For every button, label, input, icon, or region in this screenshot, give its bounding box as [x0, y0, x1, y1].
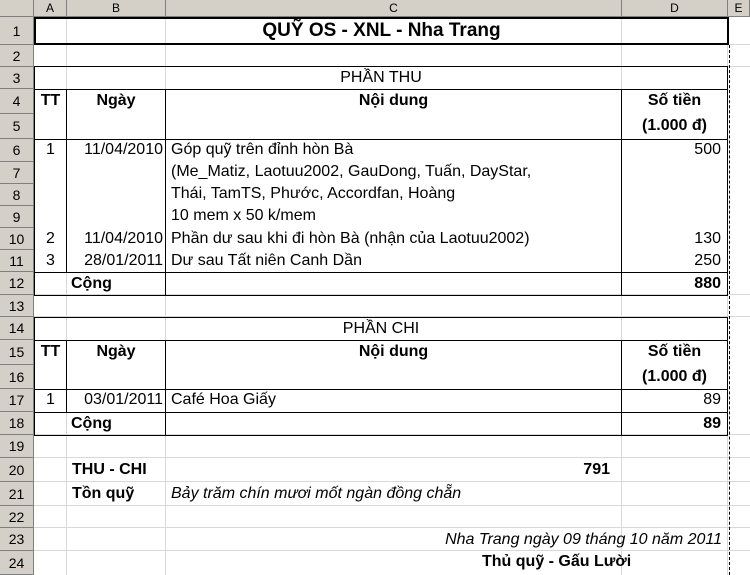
row-header-3[interactable]: 3 — [0, 67, 34, 89]
thu-chi-value[interactable]: 791 — [583, 461, 610, 478]
border — [727, 66, 728, 295]
column-header-c[interactable]: C — [166, 0, 622, 17]
row-header-4[interactable]: 4 — [0, 89, 34, 114]
chi-row1-tt[interactable]: 1 — [46, 391, 55, 408]
header-ngay[interactable]: Ngày — [96, 343, 136, 360]
column-header-b[interactable]: B — [67, 0, 166, 17]
header-tt[interactable]: TT — [40, 92, 61, 109]
header-ngay[interactable]: Ngày — [96, 92, 136, 109]
gridline — [34, 481, 750, 482]
thu-total-amount[interactable]: 880 — [694, 275, 721, 292]
page-break-line — [729, 45, 730, 575]
row-header-15[interactable]: 15 — [0, 340, 34, 365]
ton-quy-text[interactable]: Bảy trăm chín mươi mốt ngàn đồng chẵn — [171, 485, 462, 502]
section-title-chi[interactable]: PHẦN CHI — [342, 320, 420, 337]
row-header-21[interactable]: 21 — [0, 482, 34, 506]
header-noi-dung[interactable]: Nội dung — [358, 92, 429, 109]
row-header-7[interactable]: 7 — [0, 162, 34, 184]
thu-row2-date[interactable]: 11/04/2010 — [84, 230, 163, 247]
thu-chi-label[interactable]: THU - CHI — [72, 461, 147, 478]
gridline — [34, 457, 750, 458]
select-all-corner[interactable] — [0, 0, 34, 17]
row-header-1[interactable]: 1 — [0, 17, 34, 45]
selection-border-right — [727, 17, 729, 45]
row-header-2[interactable]: 2 — [0, 45, 34, 67]
thu-total-label[interactable]: Cộng — [71, 275, 112, 292]
row-header-17[interactable]: 17 — [0, 389, 34, 412]
chi-row1-desc[interactable]: Café Hoa Giấy — [171, 391, 276, 408]
thu-row2-amount[interactable]: 130 — [694, 230, 721, 247]
row-header-10[interactable]: 10 — [0, 228, 34, 250]
gridline — [34, 505, 750, 506]
header-unit[interactable]: (1.000 đ) — [642, 368, 707, 385]
thu-row1-desc-line1[interactable]: Góp quỹ trên đỉnh hòn Bà — [171, 141, 354, 158]
row-header-22[interactable]: 22 — [0, 506, 34, 528]
thu-row1-amount[interactable]: 500 — [694, 141, 721, 158]
signature-date-line[interactable]: Nha Trang ngày 09 tháng 10 năm 2011 — [445, 531, 722, 548]
row-header-12[interactable]: 12 — [0, 272, 34, 295]
border — [34, 435, 728, 436]
selection-border-bottom — [34, 43, 729, 45]
thu-row3-date[interactable]: 28/01/2011 — [84, 252, 163, 269]
header-unit[interactable]: (1.000 đ) — [642, 117, 707, 134]
border — [727, 317, 728, 435]
thu-row1-desc-line4[interactable]: 10 mem x 50 k/mem — [171, 207, 316, 224]
row-header-18[interactable]: 18 — [0, 412, 34, 435]
thu-row3-tt[interactable]: 3 — [46, 252, 55, 269]
gridline — [34, 527, 750, 528]
row-header-24[interactable]: 24 — [0, 551, 34, 575]
header-tt[interactable]: TT — [40, 343, 61, 360]
chi-row1-amount[interactable]: 89 — [703, 391, 721, 408]
ton-quy-label[interactable]: Tồn quỹ — [72, 485, 135, 502]
thu-row3-desc[interactable]: Dư sau Tất niên Canh Dần — [171, 252, 362, 269]
sheet-title[interactable]: QUỸ OS - XNL - Nha Trang — [262, 20, 501, 41]
header-noi-dung[interactable]: Nội dung — [358, 343, 429, 360]
row-header-11[interactable]: 11 — [0, 250, 34, 272]
row-header-6[interactable]: 6 — [0, 139, 34, 162]
row-header-16[interactable]: 16 — [0, 365, 34, 389]
thu-row3-amount[interactable]: 250 — [694, 252, 721, 269]
chi-total-amount[interactable]: 89 — [703, 415, 721, 432]
chi-row1-date[interactable]: 03/01/2011 — [84, 391, 163, 408]
column-header-d[interactable]: D — [622, 0, 728, 17]
row-header-20[interactable]: 20 — [0, 458, 34, 482]
thu-row2-tt[interactable]: 2 — [46, 230, 55, 247]
border — [34, 295, 728, 296]
column-header-e[interactable]: E — [728, 0, 750, 17]
section-title-thu[interactable]: PHẦN THU — [340, 69, 422, 86]
row-header-13[interactable]: 13 — [0, 295, 34, 317]
row-header-5[interactable]: 5 — [0, 114, 34, 139]
row-header-23[interactable]: 23 — [0, 528, 34, 551]
row-header-8[interactable]: 8 — [0, 184, 34, 206]
thu-row1-desc-line2[interactable]: (Me_Matiz, Laotuu2002, GauDong, Tuấn, DayStar, — [171, 163, 532, 180]
signer-name[interactable]: Thủ quỹ - Gấu Lười — [482, 553, 632, 570]
thu-row2-desc[interactable]: Phần dư sau khi đi hòn Bà (nhận của Laotuu2002) — [171, 230, 530, 247]
column-header-a[interactable]: A — [34, 0, 67, 17]
header-so-tien[interactable]: Số tiền — [647, 343, 702, 360]
thu-row1-tt[interactable]: 1 — [46, 141, 55, 158]
thu-row1-date[interactable]: 11/04/2010 — [84, 141, 163, 158]
thu-row1-desc-line3[interactable]: Thái, TamTS, Phước, Accordfan, Hoàng — [171, 185, 456, 202]
border — [165, 89, 166, 295]
row-header-9[interactable]: 9 — [0, 206, 34, 228]
row-header-14[interactable]: 14 — [0, 317, 34, 340]
row-header-19[interactable]: 19 — [0, 435, 34, 458]
chi-total-label[interactable]: Cộng — [71, 415, 112, 432]
header-so-tien[interactable]: Số tiền — [647, 92, 702, 109]
